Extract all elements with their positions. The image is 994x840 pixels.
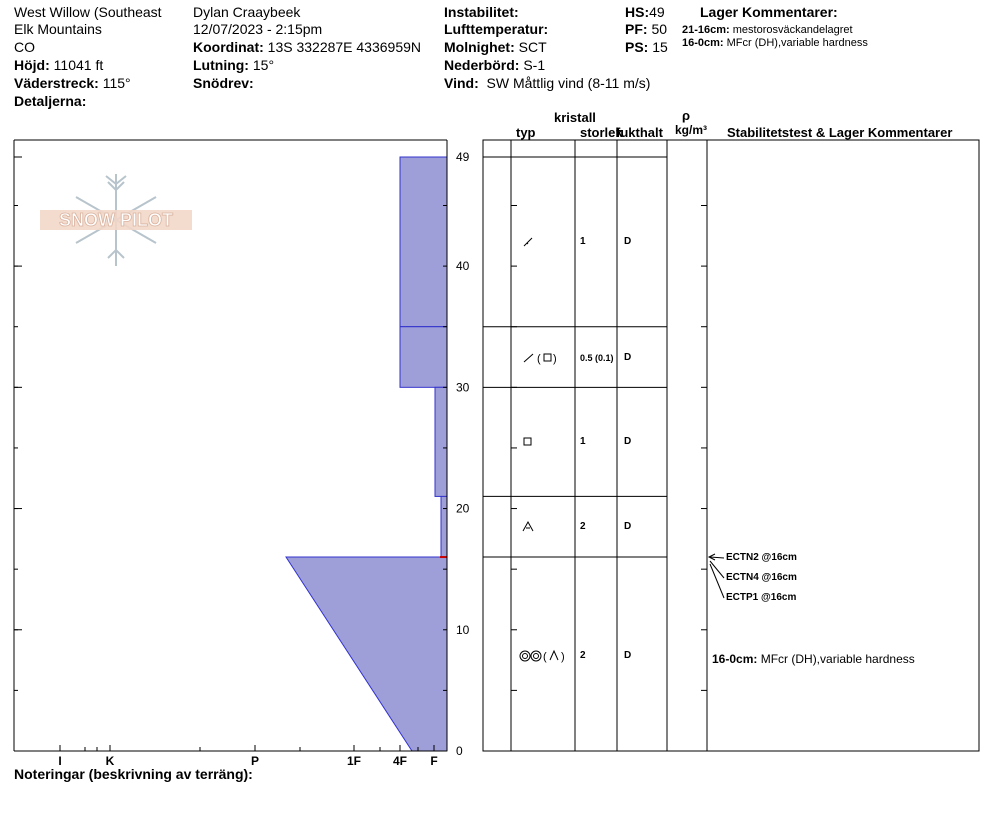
x-tick-label: 1F <box>346 754 362 768</box>
slope: Lutning: 15° <box>193 57 275 73</box>
grain-symbol-decomposing-faceted <box>524 353 557 365</box>
size-cell: 2 <box>580 521 586 532</box>
layer-comment-2: 16-0cm: MFcr (DH),variable hardness <box>682 37 868 49</box>
size-cell: 1 <box>580 236 586 247</box>
coordinate: Koordinat: 13S 332287E 4336959N <box>193 39 422 55</box>
airtemp-label: Lufttemperatur: <box>444 21 549 37</box>
details-label: Detaljerna: <box>14 93 87 109</box>
grain-symbol-faceted <box>524 438 531 445</box>
svg-text:): ) <box>553 353 557 365</box>
size-cell: 2 <box>580 650 586 661</box>
logo-text: SNOW PILOT <box>59 210 173 230</box>
svg-text:(: ( <box>537 353 541 365</box>
drift-label: Snödrev: <box>193 75 254 91</box>
density-header: kg/m³ <box>675 123 708 137</box>
y-tick-label: 30 <box>456 380 470 395</box>
snowpilot-logo <box>36 170 196 270</box>
hardness-segment <box>400 157 447 327</box>
size-cell: 1 <box>580 436 586 447</box>
moisture-header: fukthalt <box>616 125 663 140</box>
grain-symbol-decomposing <box>524 238 532 246</box>
moisture-cell: D <box>624 650 632 661</box>
hardness-segment <box>400 327 447 388</box>
layer-table-ticks <box>511 205 707 751</box>
hs: HS:49 <box>625 4 665 20</box>
moisture-cell: D <box>624 236 632 247</box>
observer: Dylan Craaybeek <box>193 4 301 20</box>
stability-test-label: ECTN2 @16cm <box>726 552 797 563</box>
elevation: Höjd: 11041 ft <box>14 57 104 73</box>
size-header: storlek <box>580 125 623 140</box>
stability-test-label: ECTP1 @16cm <box>726 592 797 603</box>
sky-cover: Molnighet: SCT <box>444 39 547 55</box>
layer-comment-row: 16-0cm: MFcr (DH),variable hardness <box>712 652 915 666</box>
x-tick-label: P <box>250 754 260 768</box>
hardness-profile <box>286 157 447 751</box>
svg-text:): ) <box>561 651 565 663</box>
wind: Vind: SW Måttlig vind (8-11 m/s) <box>444 75 651 91</box>
location-line-2: Elk Mountains <box>14 21 102 37</box>
x-tick-label: K <box>105 754 115 768</box>
notes-label: Noteringar (beskrivning av terräng): <box>14 766 253 782</box>
datetime: 12/07/2023 - 2:15pm <box>193 21 323 37</box>
x-tick-label: I <box>58 754 62 768</box>
y-tick-label: 10 <box>456 622 470 637</box>
aspect: Väderstreck: 115° <box>14 75 131 91</box>
grain-symbol-melt-freeze-crust <box>520 651 565 663</box>
grain-symbol-depth-hoar <box>523 522 533 531</box>
size-cell: 0.5 (0.1) <box>580 353 614 363</box>
instability-label: Instabilitet: <box>444 4 519 20</box>
ps: PS: 15 <box>625 39 668 55</box>
precipitation: Nederbörd: S-1 <box>444 57 546 73</box>
type-header: typ <box>516 125 536 140</box>
crystal-header: kristall <box>554 110 596 125</box>
x-tick-label: F <box>430 754 438 768</box>
svg-text:(: ( <box>543 651 547 663</box>
layer-comments-title: Lager Kommentarer: <box>700 4 838 20</box>
rho-header: ρ <box>682 108 691 123</box>
pf: PF: 50 <box>625 21 668 37</box>
moisture-cell: D <box>624 352 632 363</box>
layer-comment-1: 21-16cm: mestorosväckandelagret <box>682 24 853 36</box>
moisture-cell: D <box>624 436 632 447</box>
hardness-segment <box>286 557 447 751</box>
location-line-1: West Willow (Southeast <box>14 4 162 20</box>
x-axis-ticks <box>58 745 437 768</box>
y-tick-label: 49 <box>456 150 470 164</box>
moisture-cell: D <box>624 521 632 532</box>
hardness-segment <box>435 387 447 496</box>
x-tick-label: 4F <box>392 754 408 768</box>
stability-arrows <box>709 554 724 598</box>
stability-header: Stabilitetstest & Lager Kommentarer <box>727 125 953 140</box>
location-line-3: CO <box>14 39 35 55</box>
y-tick-label: 20 <box>456 501 470 516</box>
y-tick-label: 0 <box>456 744 463 758</box>
hardness-segment <box>441 496 447 557</box>
y-tick-label: 40 <box>456 259 470 274</box>
stability-test-label: ECTN4 @16cm <box>726 572 797 583</box>
